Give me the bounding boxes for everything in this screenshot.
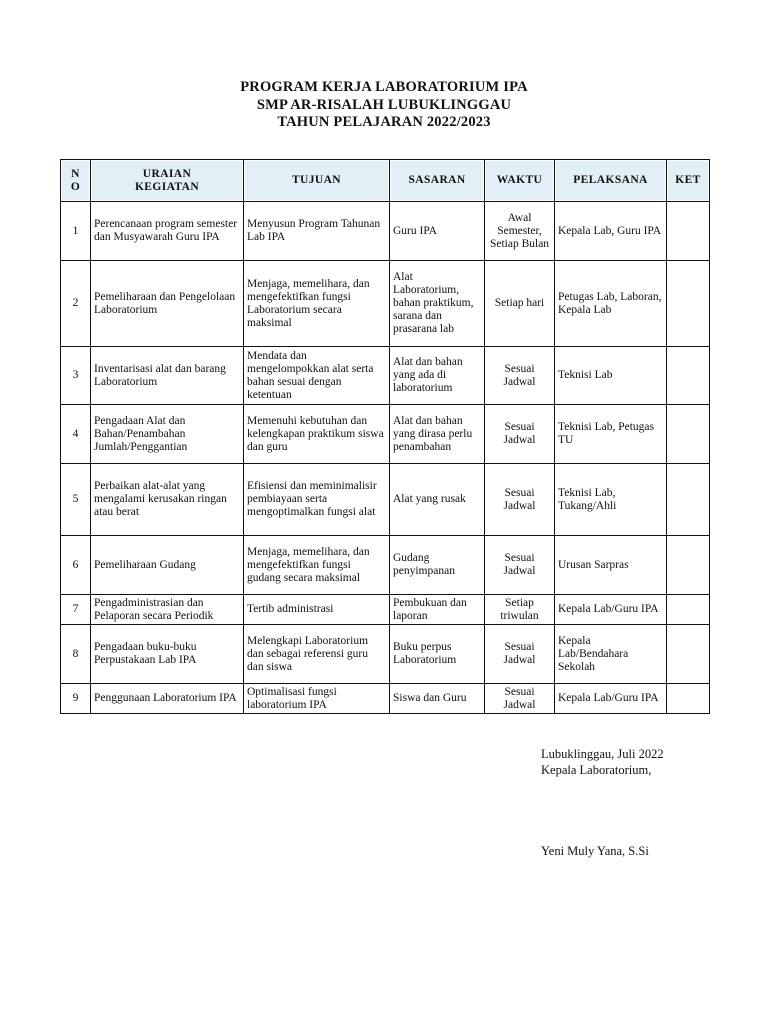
cell-uraian: Pengadaan Alat dan Bahan/Penambahan Jumlah/Penggantian [91,405,244,464]
cell-uraian: Perbaikan alat-alat yang mengalami kerusakan ringan atau berat [91,464,244,536]
cell-no: 2 [61,261,91,347]
table-row [61,684,710,714]
cell-pelaksana: Kepala Lab/Guru IPA [555,684,667,714]
cell-waktu: Sesuai Jadwal [485,405,555,464]
signature-block [541,746,664,778]
cell-no: 4 [61,405,91,464]
cell-ket [667,405,710,464]
cell-ket [667,464,710,536]
title-line-3: TAHUN PELAJARAN 2022/2023 [277,114,491,130]
cell-sasaran: Pembukuan dan laporan [390,595,485,625]
header-no: N O [61,160,91,202]
cell-waktu: Awal Semester, Setiap Bulan [485,202,555,261]
signature-name: Yeni Muly Yana, S.Si [541,844,649,858]
signature-position: Kepala Laboratorium, [541,763,652,777]
cell-pelaksana: Kepala Lab/Bendahara Sekolah [555,625,667,684]
cell-waktu: Sesuai Jadwal [485,464,555,536]
cell-tujuan: Melengkapi Laboratorium dan sebagai referensi guru dan siswa [244,625,390,684]
cell-ket [667,202,710,261]
cell-no: 7 [61,595,91,625]
cell-tujuan: Menyusun Program Tahunan Lab IPA [244,202,390,261]
cell-sasaran: Gudang penyimpanan [390,536,485,595]
cell-ket [667,261,710,347]
header-uraian: URAIAN KEGIATAN [91,160,244,202]
cell-sasaran: Alat yang rusak [390,464,485,536]
cell-tujuan: Menjaga, memelihara, dan mengefektifkan fungsi gudang secara maksimal [244,536,390,595]
document-title [0,79,768,132]
cell-tujuan: Mendata dan mengelompokkan alat serta bahan sesuai dengan ketentuan [244,347,390,405]
cell-no: 6 [61,536,91,595]
table-header-row [61,160,710,202]
cell-tujuan: Menjaga, memelihara, dan mengefektifkan fungsi Laboratorium secara maksimal [244,261,390,347]
cell-waktu: Setiap hari [485,261,555,347]
table-row [61,536,710,595]
cell-ket [667,625,710,684]
cell-pelaksana: Kepala Lab/Guru IPA [555,595,667,625]
cell-ket [667,347,710,405]
cell-ket [667,595,710,625]
table-row [61,405,710,464]
cell-tujuan: Optimalisasi fungsi laboratorium IPA [244,684,390,714]
cell-no: 5 [61,464,91,536]
cell-sasaran: Guru IPA [390,202,485,261]
cell-sasaran: Siswa dan Guru [390,684,485,714]
cell-uraian: Pemeliharaan dan Pengelolaan Laboratorium [91,261,244,347]
cell-waktu: Sesuai Jadwal [485,625,555,684]
cell-no: 3 [61,347,91,405]
table-row [61,347,710,405]
cell-pelaksana: Petugas Lab, Laboran, Kepala Lab [555,261,667,347]
cell-ket [667,536,710,595]
table-row [61,202,710,261]
cell-pelaksana: Teknisi Lab, Petugas TU [555,405,667,464]
cell-pelaksana: Teknisi Lab, Tukang/Ahli [555,464,667,536]
header-waktu: WAKTU [485,160,555,202]
cell-sasaran: Alat Laboratorium, bahan praktikum, sarana dan prasarana lab [390,261,485,347]
cell-waktu: Setiap triwulan [485,595,555,625]
cell-ket [667,684,710,714]
cell-no: 8 [61,625,91,684]
cell-uraian: Pengadministrasian dan Pelaporan secara Periodik [91,595,244,625]
cell-uraian: Pemeliharaan Gudang [91,536,244,595]
cell-uraian: Pengadaan buku-buku Perpustakaan Lab IPA [91,625,244,684]
table-row [61,464,710,536]
table-row [61,625,710,684]
cell-uraian: Inventarisasi alat dan barang Laboratorium [91,347,244,405]
cell-sasaran: Alat dan bahan yang dirasa perlu penambahan [390,405,485,464]
cell-pelaksana: Teknisi Lab [555,347,667,405]
cell-waktu: Sesuai Jadwal [485,536,555,595]
program-table [60,159,710,714]
header-tujuan: TUJUAN [244,160,390,202]
title-line-2: SMP AR-RISALAH LUBUKLINGGAU [256,96,512,113]
cell-no: 9 [61,684,91,714]
cell-waktu: Sesuai Jadwal [485,347,555,405]
header-pelaksana: PELAKSANA [555,160,667,202]
header-sasaran: SASARAN [390,160,485,202]
signature-place-date: Lubuklinggau, Juli 2022 [541,747,664,761]
cell-pelaksana: Kepala Lab, Guru IPA [555,202,667,261]
cell-pelaksana: Urusan Sarpras [555,536,667,595]
cell-sasaran: Alat dan bahan yang ada di laboratorium [390,347,485,405]
header-ket: KET [667,160,710,202]
table-row [61,595,710,625]
cell-no: 1 [61,202,91,261]
cell-sasaran: Buku perpus Laboratorium [390,625,485,684]
cell-uraian: Penggunaan Laboratorium IPA [91,684,244,714]
cell-tujuan: Tertib administrasi [244,595,390,625]
cell-tujuan: Memenuhi kebutuhan dan kelengkapan praktikum siswa dan guru [244,405,390,464]
cell-uraian: Perencanaan program semester dan Musyawarah Guru IPA [91,202,244,261]
cell-tujuan: Efisiensi dan meminimalisir pembiayaan serta mengoptimalkan fungsi alat [244,464,390,536]
title-line-1: PROGRAM KERJA LABORATORIUM IPA [240,79,528,95]
cell-waktu: Sesuai Jadwal [485,684,555,714]
table-row [61,261,710,347]
